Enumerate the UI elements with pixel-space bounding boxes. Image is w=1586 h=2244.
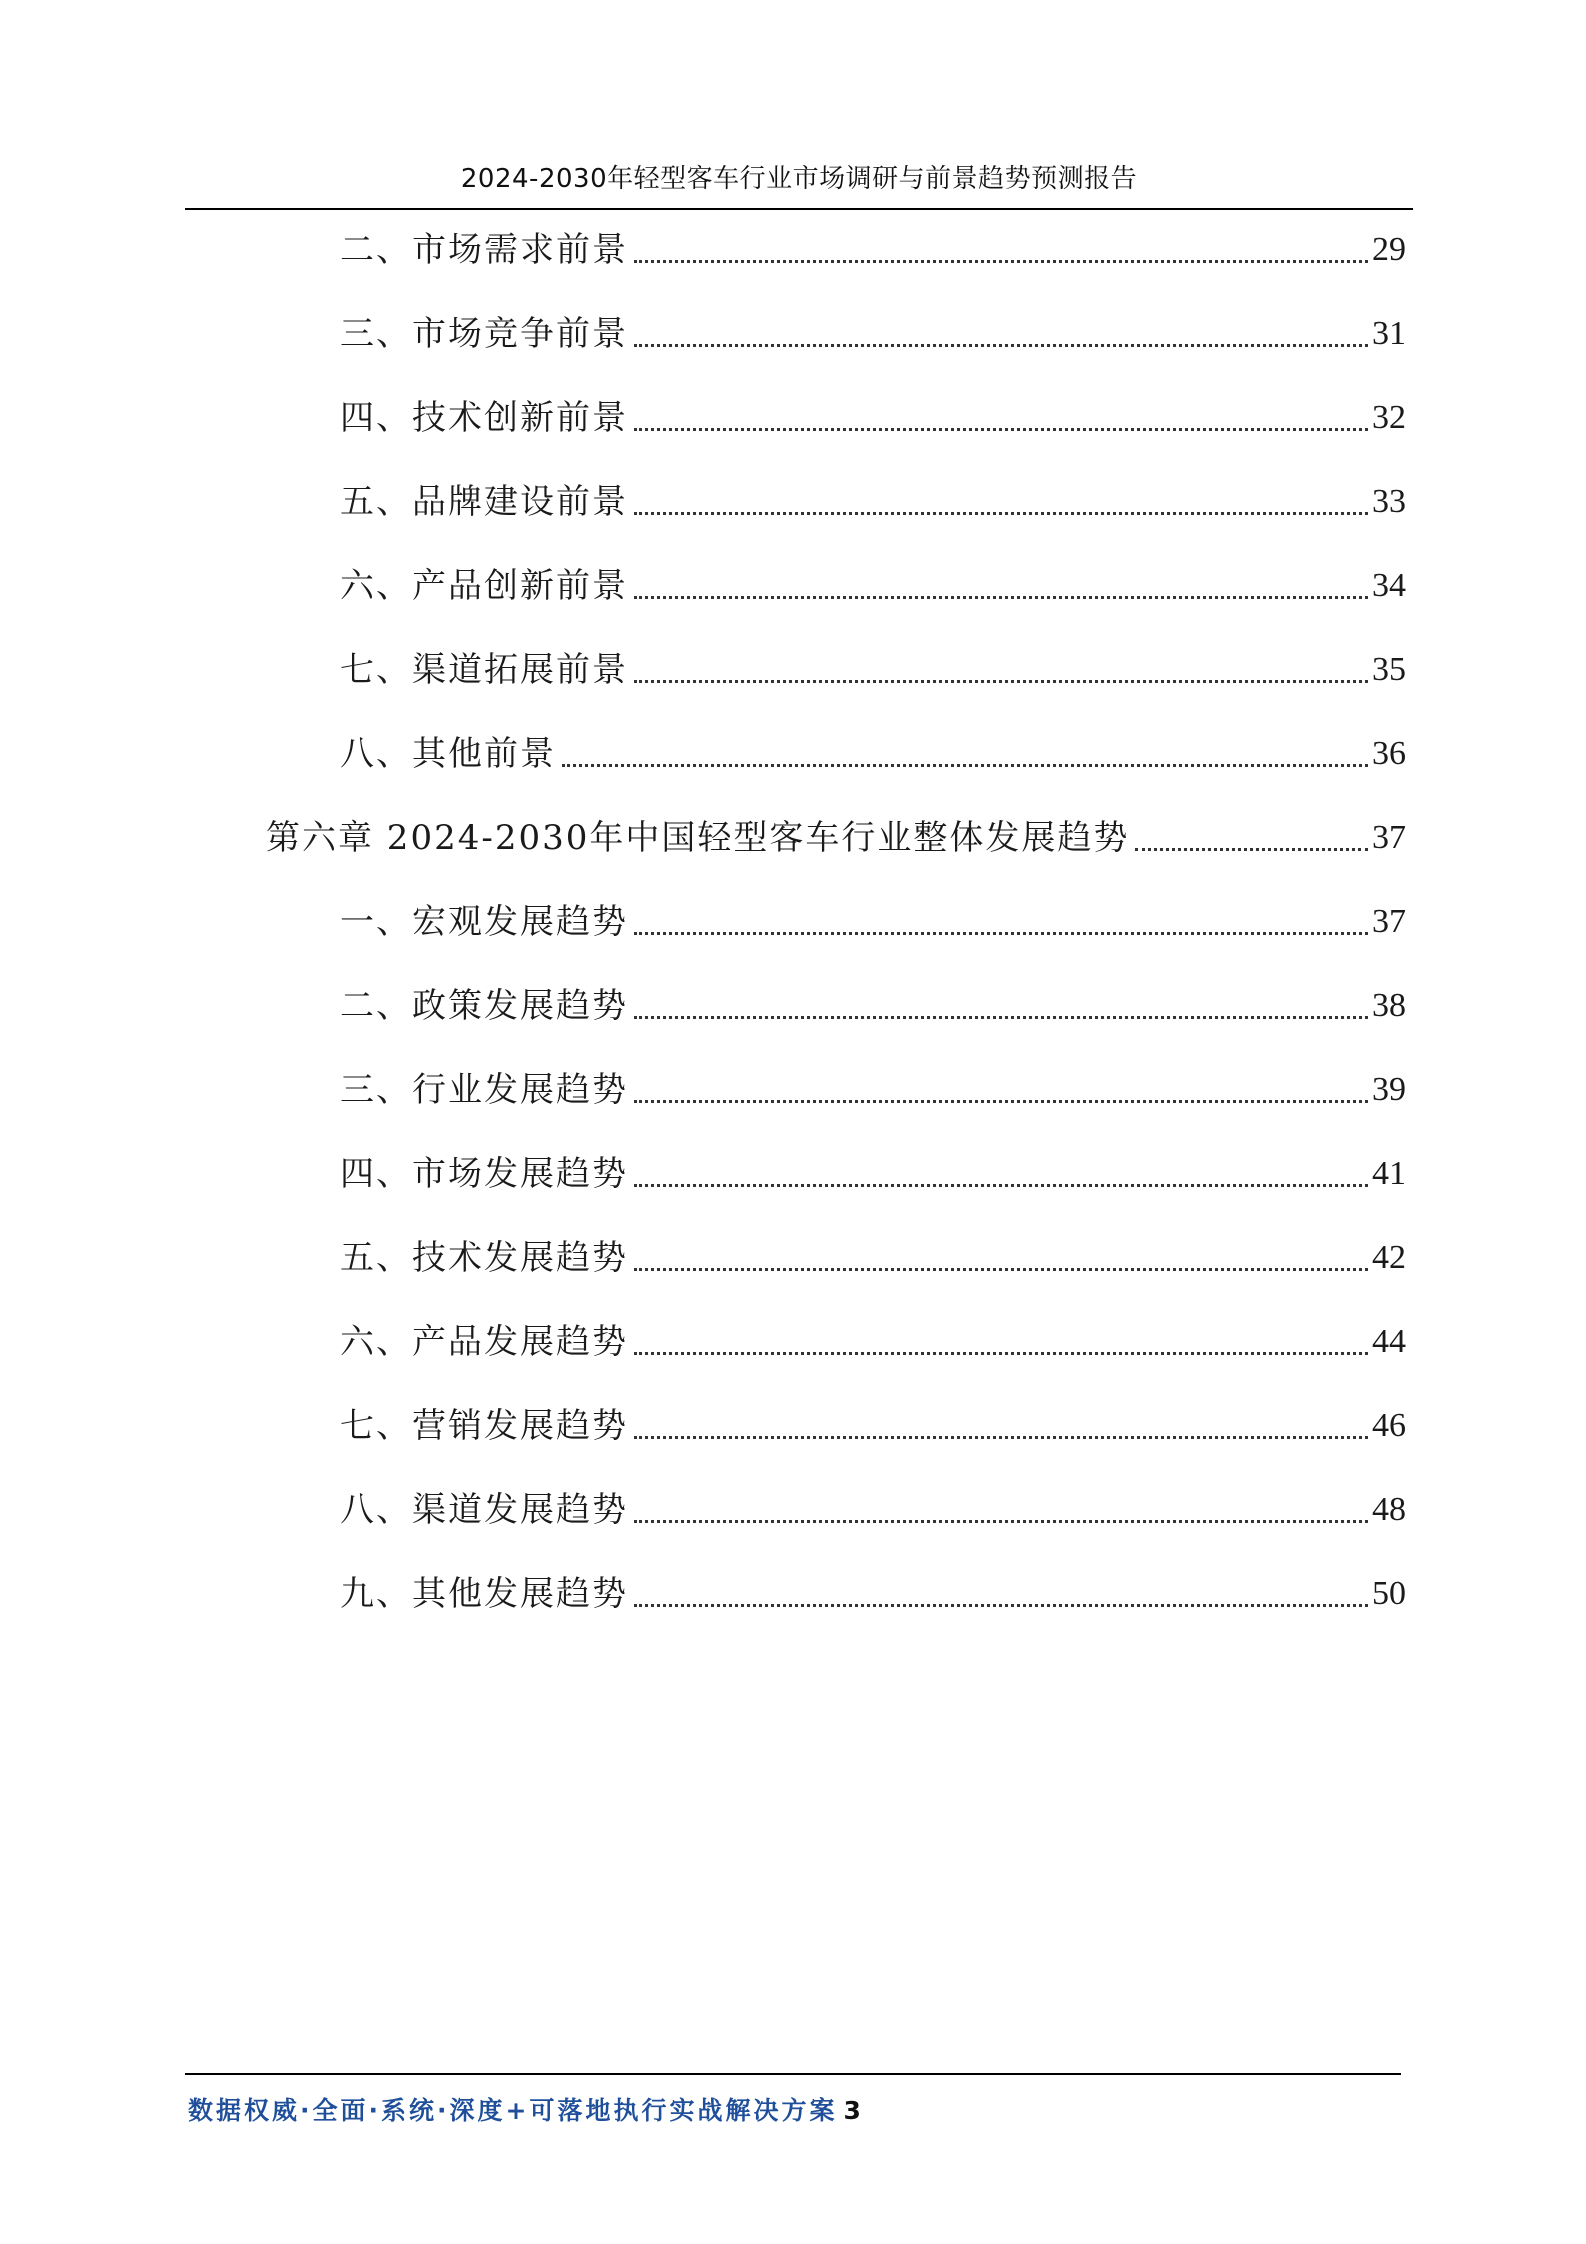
toc-entry-industry-trend[interactable] (340, 1068, 1406, 1112)
toc-entry-product-trend[interactable] (340, 1320, 1406, 1364)
toc-dot-leader (634, 1184, 1368, 1187)
toc-dot-leader (634, 1352, 1368, 1355)
toc-dot-leader (634, 344, 1368, 347)
toc-entry-title: 六、产品发展趋势 (340, 1322, 628, 1362)
toc-entry-chapter-six[interactable] (266, 816, 1406, 860)
toc-page-number: 39 (1372, 1071, 1406, 1108)
toc-dot-leader (634, 932, 1368, 935)
toc-dot-leader (634, 680, 1368, 683)
toc-entry-macro-trend[interactable] (340, 900, 1406, 944)
toc-page-number: 36 (1372, 735, 1406, 772)
toc-entry-channel-trend[interactable] (340, 1488, 1406, 1532)
toc-dot-leader (634, 1100, 1368, 1103)
toc-page-number: 48 (1372, 1491, 1406, 1528)
toc-page-number: 44 (1372, 1323, 1406, 1360)
toc-entry-title: 四、市场发展趋势 (340, 1154, 628, 1194)
footer (188, 2094, 861, 2128)
toc-page-number: 37 (1372, 819, 1406, 856)
toc-page-number: 34 (1372, 567, 1406, 604)
page-header-title: 2024-2030年轻型客车行业市场调研与前景趋势预测报告 (460, 164, 1138, 194)
toc-dot-leader (634, 428, 1368, 431)
toc-dot-leader (634, 1436, 1368, 1439)
toc-page-number: 35 (1372, 651, 1406, 688)
toc-entry-title: 三、行业发展趋势 (340, 1070, 628, 1110)
toc-entry-market-trend[interactable] (340, 1152, 1406, 1196)
toc-dot-leader (634, 1016, 1368, 1019)
toc-chapter-title: 第六章 2024-2030年中国轻型客车行业整体发展趋势 (266, 818, 1130, 858)
toc-page-number: 42 (1372, 1239, 1406, 1276)
toc-entry-other-trend[interactable] (340, 1572, 1406, 1616)
toc-entry-other-outlook[interactable] (340, 732, 1406, 776)
toc-entry-title: 五、技术发展趋势 (340, 1238, 628, 1278)
toc-page-number: 32 (1372, 399, 1406, 436)
toc-page-number: 41 (1372, 1155, 1406, 1192)
toc-entry-title: 七、营销发展趋势 (340, 1406, 628, 1446)
toc-entry-title: 八、渠道发展趋势 (340, 1490, 628, 1530)
toc-entry-title: 一、宏观发展趋势 (340, 902, 628, 942)
toc-page-number: 31 (1372, 315, 1406, 352)
footer-slogan: 数据权威·全面·系统·深度+可落地执行实战解决方案 (188, 2096, 838, 2125)
toc-entry-market-competition-outlook[interactable] (340, 312, 1406, 356)
toc-entry-title: 五、品牌建设前景 (340, 482, 628, 522)
toc-page-number: 33 (1372, 483, 1406, 520)
toc-page-number: 38 (1372, 987, 1406, 1024)
toc-entry-market-demand-outlook[interactable] (340, 228, 1406, 272)
toc-entry-technology-trend[interactable] (340, 1236, 1406, 1280)
toc-entry-title: 八、其他前景 (340, 734, 556, 774)
toc-dot-leader (562, 764, 1368, 767)
toc-entry-channel-expansion-outlook[interactable] (340, 648, 1406, 692)
toc-entry-title: 三、市场竞争前景 (340, 314, 628, 354)
toc-entry-title: 二、市场需求前景 (340, 230, 628, 270)
toc-entry-title: 二、政策发展趋势 (340, 986, 628, 1026)
footer-divider (185, 2073, 1401, 2075)
toc-page-number: 29 (1372, 231, 1406, 268)
toc-page-number: 50 (1372, 1575, 1406, 1612)
toc-entry-brand-building-outlook[interactable] (340, 480, 1406, 524)
toc-entry-title: 六、产品创新前景 (340, 566, 628, 606)
toc-entry-title: 九、其他发展趋势 (340, 1574, 628, 1614)
toc-entry-policy-trend[interactable] (340, 984, 1406, 1028)
toc-dot-leader (634, 260, 1368, 263)
toc-entry-title: 七、渠道拓展前景 (340, 650, 628, 690)
toc-dot-leader (634, 596, 1368, 599)
toc-dot-leader (634, 512, 1368, 515)
toc-page-number: 37 (1372, 903, 1406, 940)
toc-entry-marketing-trend[interactable] (340, 1404, 1406, 1448)
toc-entry-title: 四、技术创新前景 (340, 398, 628, 438)
header-divider (185, 208, 1413, 210)
toc-dot-leader (634, 1520, 1368, 1523)
toc-dot-leader (634, 1604, 1368, 1607)
footer-page-number: 3 (843, 2096, 861, 2125)
toc-entry-product-innovation-outlook[interactable] (340, 564, 1406, 608)
toc-dot-leader (634, 1268, 1368, 1271)
toc-entry-tech-innovation-outlook[interactable] (340, 396, 1406, 440)
toc-dot-leader (1135, 848, 1368, 851)
toc-page-number: 46 (1372, 1407, 1406, 1444)
